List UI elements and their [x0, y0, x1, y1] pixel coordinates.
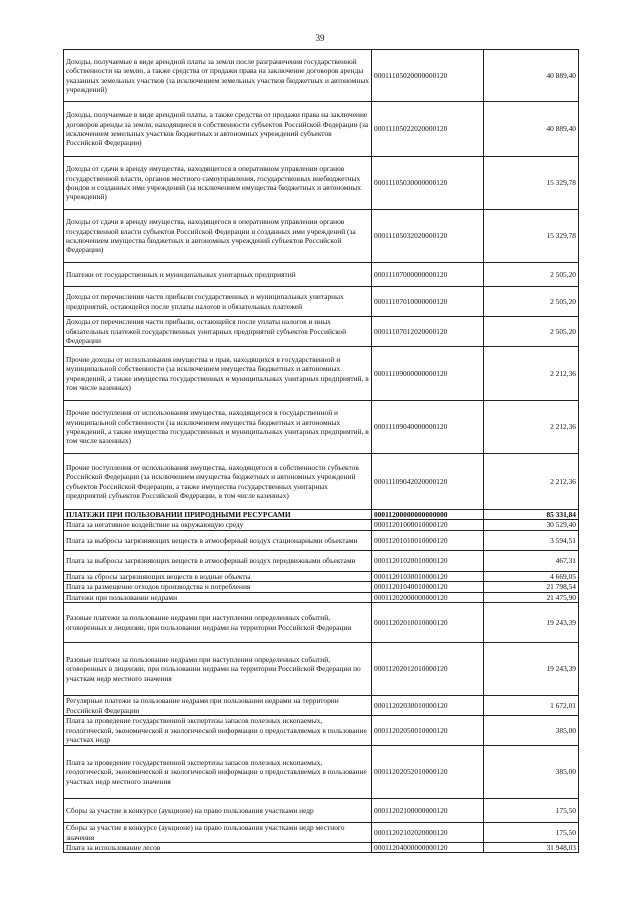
row-description: Сборы за участие в конкурсе (аукционе) на право пользования участками недр местного значения [64, 823, 372, 843]
row-budget-code: 00011109000000000120 [372, 347, 484, 401]
row-amount: 2 505,20 [484, 287, 579, 317]
row-budget-code: 00011201000010000120 [372, 520, 484, 530]
row-description: Доходы от перечисления части прибыли, остающейся после уплаты налогов и иных обязательных платежей государственных унитарных предприятий субъектов Российской Федерации [64, 317, 372, 347]
row-description: ПЛАТЕЖИ ПРИ ПОЛЬЗОВАНИИ ПРИРОДНЫМИ РЕСУРСАМИ [64, 510, 372, 520]
row-amount: 19 243,39 [484, 643, 579, 696]
row-amount: 2 212,36 [484, 347, 579, 401]
table-row [64, 530, 579, 550]
row-budget-code: 00011105030000000120 [372, 157, 484, 210]
row-amount: 19 243,39 [484, 603, 579, 643]
row-description: Доходы от перечисления части прибыли государственных и муниципальных унитарных предприятий, остающейся после уплаты налогов и обязательных платежей [64, 287, 372, 317]
table-row [64, 317, 579, 347]
row-amount: 15 329,78 [484, 210, 579, 263]
row-amount: 40 889,40 [484, 50, 579, 102]
row-budget-code: 00011201040010000120 [372, 582, 484, 592]
table-row [64, 823, 579, 843]
row-amount: 40 889,40 [484, 102, 579, 157]
row-description: Плата за использование лесов [64, 843, 372, 853]
row-amount: 175,50 [484, 799, 579, 823]
row-budget-code: 00011109042020000120 [372, 454, 484, 510]
row-budget-code: 00011201030010000120 [372, 571, 484, 581]
row-amount: 467,31 [484, 550, 579, 571]
table-row [64, 510, 579, 520]
row-description: Плата за проведение государственной экспертизы запасов полезных ископаемых, геологической, экономической и экологической информации о предоставляемых в пользование участках недр [64, 716, 372, 746]
row-budget-code: 00011200000000000000 [372, 510, 484, 520]
table-row [64, 746, 579, 799]
row-amount: 30 529,40 [484, 520, 579, 530]
row-description: Платежи при пользовании недрами [64, 592, 372, 602]
row-budget-code: 00011202050010000120 [372, 716, 484, 746]
row-budget-code: 00011202102020000120 [372, 823, 484, 843]
row-description: Разовые платежи за пользование недрами при наступлении определенных событий, оговоренных в лицензии, при пользовании недрами на территории Российской Федерации [64, 603, 372, 643]
row-budget-code: 00011202010010000120 [372, 603, 484, 643]
row-description: Доходы, получаемые в виде арендной платы, а также средства от продажи права на заключение договоров аренды за земли, находящиеся в собственности субъектов Российской Федерации (за исключением земельных участков бюджетных и автономных учреждений субъектов Российской Федерации) [64, 102, 372, 157]
row-budget-code: 00011202012010000120 [372, 643, 484, 696]
table-row [64, 592, 579, 602]
row-description: Плата за выбросы загрязняющих веществ в атмосферный воздух передвижными объектами [64, 550, 372, 571]
row-amount: 2 505,20 [484, 317, 579, 347]
row-description: Плата за сбросы загрязняющих веществ в водные объекты [64, 571, 372, 581]
row-budget-code: 00011202052010000120 [372, 746, 484, 799]
table-row [64, 550, 579, 571]
row-description: Регулярные платежи за пользование недрами при пользовании недрами на территории Российской Федерации [64, 696, 372, 716]
row-description: Плата за выбросы загрязняющих веществ в атмосферный воздух стационарными объектами [64, 530, 372, 550]
row-amount: 21 475,90 [484, 592, 579, 602]
row-amount: 3 594,51 [484, 530, 579, 550]
row-budget-code: 00011107012020000120 [372, 317, 484, 347]
row-budget-code: 00011105022020000120 [372, 102, 484, 157]
row-budget-code: 00011105020000000120 [372, 50, 484, 102]
row-amount: 4 669,05 [484, 571, 579, 581]
table-row [64, 454, 579, 510]
table-row [64, 347, 579, 401]
row-description: Доходы от сдачи в аренду имущества, находящегося в оперативном управлении органов государственной власти, органов местного самоуправления, государственных внебюджетных фондов и созданных ими учреждений (за исключением имущества бюджетных и автономных учреждений) [64, 157, 372, 210]
table-row [64, 520, 579, 530]
row-amount: 2 212,36 [484, 401, 579, 454]
row-budget-code: 00011201020010000120 [372, 550, 484, 571]
table-row [64, 603, 579, 643]
row-budget-code: 00011202030010000120 [372, 696, 484, 716]
row-description: Доходы от сдачи в аренду имущества, находящегося в оперативном управлении органов государственной власти субъектов Российской Федерации и созданных ими учреждений (за исключением имущества бюджетных и автономных учреждений субъектов Российской Федерации) [64, 210, 372, 263]
table-row [64, 401, 579, 454]
table-row [64, 287, 579, 317]
row-amount: 2 505,20 [484, 263, 579, 287]
table-row [64, 696, 579, 716]
row-amount: 21 798,54 [484, 582, 579, 592]
row-description: Плата за размещение отходов производства и потребления [64, 582, 372, 592]
row-description: Доходы, получаемые в виде арендной платы за земли после разграничения государственной собственности на землю, а также средства от продажи права на заключение договоров аренды указанных земельных участков (за исключением земельных участков бюджетных и автономных учреждений) [64, 50, 372, 102]
table-row [64, 582, 579, 592]
table-row [64, 843, 579, 853]
row-amount: 15 329,78 [484, 157, 579, 210]
row-amount: 175,50 [484, 823, 579, 843]
table-row [64, 210, 579, 263]
row-amount: 2 212,36 [484, 454, 579, 510]
row-amount: 1 672,01 [484, 696, 579, 716]
table-row [64, 263, 579, 287]
row-budget-code: 00011105032020000120 [372, 210, 484, 263]
table-row [64, 643, 579, 696]
page-number: 39 [315, 33, 325, 43]
row-budget-code: 00011109040000000120 [372, 401, 484, 454]
table-row [64, 157, 579, 210]
budget-revenue-table [63, 49, 579, 853]
row-budget-code: 00011202100000000120 [372, 799, 484, 823]
table-row [64, 50, 579, 102]
row-amount: 385,00 [484, 746, 579, 799]
table-row [64, 716, 579, 746]
row-description: Прочие поступления от использования имущества, находящегося в государственной и муниципальной собственности (за исключением имущества бюджетных и автономных учреждений, а также имущества государственных и муниципальных унитарных предприятий, в том числе казенных) [64, 401, 372, 454]
row-description: Плата за проведение государственной экспертизы запасов полезных ископаемых, геологической, экономической и экологической информации о предоставляемых в пользование участках недр местного значения [64, 746, 372, 799]
row-budget-code: 00011201010010000120 [372, 530, 484, 550]
row-description: Прочие поступления от использования имущества, находящегося в собственности субъектов Российской Федерации (за исключением имущества бюджетных и автономных учреждений субъектов Российской Федерации, а также имущества государственных унитарных предприятий субъектов Российской Федерации, в том числе казенных) [64, 454, 372, 510]
row-budget-code: 00011107000000000120 [372, 263, 484, 287]
row-budget-code: 00011107010000000120 [372, 287, 484, 317]
table-row [64, 799, 579, 823]
row-budget-code: 00011204000000000120 [372, 843, 484, 853]
row-description: Плата за негативное воздействие на окружающую среду [64, 520, 372, 530]
row-amount: 85 331,84 [484, 510, 579, 520]
row-amount: 385,00 [484, 716, 579, 746]
row-amount: 31 948,03 [484, 843, 579, 853]
row-budget-code: 00011202000000000120 [372, 592, 484, 602]
row-description: Сборы за участие в конкурсе (аукционе) на право пользования участками недр [64, 799, 372, 823]
row-description: Разовые платежи за пользование недрами при наступлении определенных событий, оговоренных в лицензии, при пользовании недрами на территории Российской Федерации по участкам недр местного значения [64, 643, 372, 696]
table-body [64, 50, 579, 853]
row-description: Прочие доходы от использования имущества и прав, находящихся в государственной и муниципальной собственности (за исключением имущества бюджетных и автономных учреждений, а также имущества государственных и муниципальных унитарных предприятий, в том числе казенных) [64, 347, 372, 401]
row-description: Платежи от государственных и муниципальных унитарных предприятий [64, 263, 372, 287]
table-row [64, 571, 579, 581]
table-row [64, 102, 579, 157]
